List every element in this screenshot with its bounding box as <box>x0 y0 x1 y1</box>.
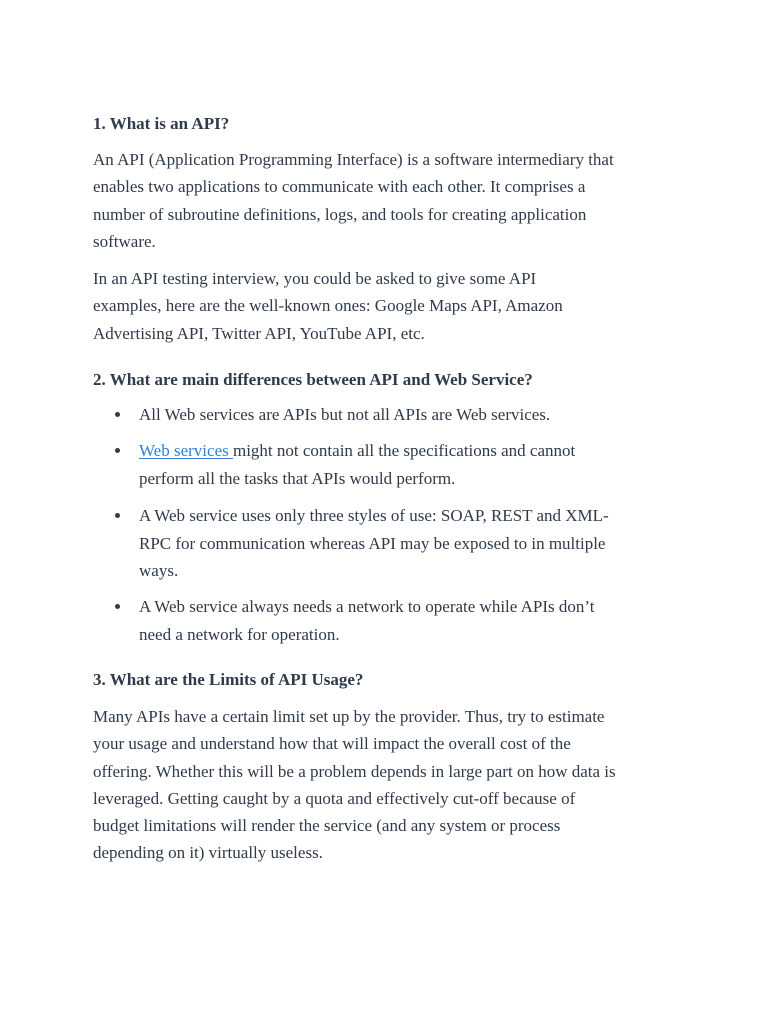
text-line: A Web service uses only three styles of use: SOAP, REST and XML- <box>139 506 609 525</box>
text-line: number of subroutine definitions, logs, and tools for creating application <box>93 204 587 224</box>
text-line: Advertising API, Twitter API, YouTube API, etc. <box>93 323 425 343</box>
section-2-heading: 2. What are main differences between API and Web Service? <box>93 370 533 389</box>
text-line: perform all the tasks that APIs would perform. <box>139 468 456 488</box>
text-line: offering. Whether this will be a problem depends in large part on how data is <box>93 761 616 781</box>
bullet-icon <box>115 412 120 417</box>
text-line: In an API testing interview, you could be asked to give some API <box>93 269 537 288</box>
web-services-link[interactable]: Web services <box>139 441 233 460</box>
text-line: RPC for communication whereas API may be exposed to in multiple <box>139 533 606 553</box>
text-fragment: might not contain all the specifications and cannot <box>232 441 576 460</box>
text-line: budget limitations will render the service (and any system or process <box>93 816 561 836</box>
text-line: need a network for operation. <box>139 624 340 644</box>
text-line: leveraged. Getting caught by a quota and effectively cut-off because of <box>93 788 576 808</box>
text-line: your usage and understand how that will impact the overall cost of the <box>93 734 571 754</box>
bullet-icon <box>115 604 120 609</box>
bullet-item <box>139 593 679 648</box>
bullet-icon <box>115 448 120 453</box>
text-line: depending on it) virtually useless. <box>93 843 323 863</box>
text-line: An API (Application Programming Interface) is a software intermediary that <box>93 150 614 169</box>
section-3-heading: 3. What are the Limits of API Usage? <box>93 670 364 689</box>
text-line: A Web service always needs a network to operate while APIs don’t <box>139 597 595 616</box>
text-line: software. <box>93 231 156 251</box>
text-line <box>139 437 679 465</box>
text-line: All Web services are APIs but not all APIs are Web services. <box>139 405 551 424</box>
section-1-paragraph-1 <box>93 146 683 255</box>
text-line: examples, here are the well-known ones: Google Maps API, Amazon <box>93 296 563 316</box>
text-line: enables two applications to communicate with each other. It comprises a <box>93 177 586 197</box>
section-3-paragraph-1 <box>93 703 683 867</box>
section-1-heading: 1. What is an API? <box>93 114 230 133</box>
section-1-paragraph-2 <box>93 265 683 347</box>
text-line: Many APIs have a certain limit set up by the provider. Thus, try to estimate <box>93 707 605 726</box>
bullet-icon <box>115 513 120 518</box>
text-line: ways. <box>139 561 179 580</box>
bullet-item <box>139 437 679 492</box>
bullet-item <box>139 502 679 585</box>
bullet-item <box>139 401 679 429</box>
